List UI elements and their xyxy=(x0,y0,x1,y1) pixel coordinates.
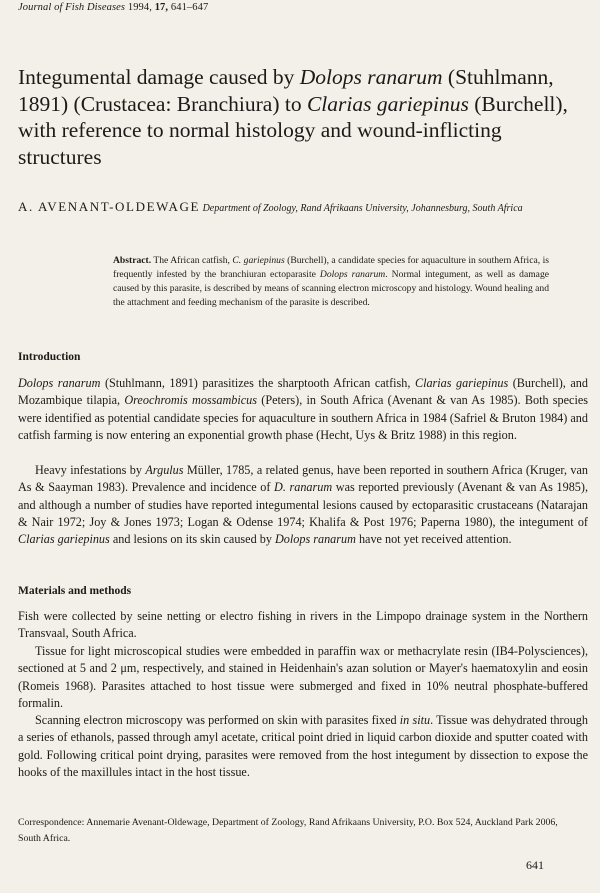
body-text: (Peters), in South Africa (Avenant & van As 1985). Both species were identified as potential candidate species for aquaculture in southern Africa in 1984 (Safriel & Bruton 1984) and catfish farming is now entering an exponential growth phase (Hecht, Uys & Britz 1988) in this region. xyxy=(18,393,589,442)
title-text: (Burchell), with reference to normal histology and wound-inflicting structures xyxy=(18,91,568,169)
methods-paragraph-1: Fish were collected by seine netting or electro fishing in rivers in the Limpopo drainage system in the Northern Transvaal, South Africa. xyxy=(18,609,588,641)
journal-year: 1994, xyxy=(127,2,152,13)
methods-paragraph-2 xyxy=(18,643,588,712)
species-name: D. ranarum xyxy=(274,480,333,495)
species-name: Argulus xyxy=(145,463,184,477)
species-name: Clarias gariepinus xyxy=(18,532,110,547)
author-affiliation: Department of Zoology, Rand Afrikaans University, Johannesburg, South Africa xyxy=(202,203,523,214)
article-title xyxy=(18,64,588,170)
body-text: and lesions on its skin caused by xyxy=(109,532,275,547)
introduction-heading: Introduction xyxy=(18,351,81,363)
title-text: (Stuhlmann, 1891) (Crustacea: Branchiura) to xyxy=(18,65,554,116)
abstract-label: Abstract. xyxy=(113,255,152,266)
abstract-text: . Normal integument, as well as damage caused by this parasite, is described by means of scanning electron microscopy and histology. Wound healing and the attachment and feeding mechanism of the parasite is described. xyxy=(113,268,549,308)
body-text: (Stuhlmann, 1891) parasitizes the sharptooth African catfish, xyxy=(100,376,415,390)
title-species-1: Dolops ranarum xyxy=(299,65,443,89)
title-species-2: Clarias gariepinus xyxy=(306,91,469,116)
author-block xyxy=(18,198,588,217)
introduction-paragraph-2 xyxy=(18,462,588,548)
body-text: Heavy infestations by xyxy=(35,463,146,477)
abstract-species: C. gariepinus xyxy=(232,255,285,266)
abstract-species: Dolops ranarum xyxy=(319,268,386,280)
methods-paragraph-3 xyxy=(18,712,588,781)
journal-name: Journal of Fish Diseases xyxy=(18,2,126,13)
abstract-text: (Burchell), a candidate species for aquaculture in southern Africa, is frequently infested by the branchiuran ectoparasite xyxy=(113,255,549,280)
author-name: A. AVENANT-OLDEWAGE xyxy=(18,199,201,214)
abstract xyxy=(113,254,549,310)
introduction-paragraph-1 xyxy=(18,375,588,444)
page-number: 641 xyxy=(526,858,544,872)
body-text: (Burchell), and Mozambique tilapia, xyxy=(18,376,588,408)
species-name: Oreochromis mossambicus xyxy=(124,393,258,408)
methods-heading: Materials and methods xyxy=(18,585,132,597)
abstract-text: The African catfish, xyxy=(151,255,233,266)
body-text: have not yet received attention. xyxy=(355,532,512,547)
body-text: Tissue for light microscopical studies were embedded in paraffin wax or methacrylate resin (IB4-Polysciences), sectioned at 5 and 2 μm, respectively, and stained in Heidenhain's azan solution or Mayer's haematoxylin and eosin (Romeis 1968). Parasites attached to host tissue were submerged and fixed in 10% neutral phosphate-buffered formalin. xyxy=(18,644,588,710)
species-name: Clarias gariepinus xyxy=(414,376,509,390)
running-head xyxy=(18,2,208,13)
journal-pages: 641–647 xyxy=(170,2,209,13)
title-text: Integumental damage caused by xyxy=(18,65,300,89)
body-text: Müller, 1785, a related genus, have been reported in southern Africa (Kruger, van As & Saayman 1983). Prevalence and incidence of xyxy=(18,463,588,495)
latin-term: in situ xyxy=(399,713,431,727)
journal-volume: 17, xyxy=(154,2,169,13)
body-text: Scanning electron microscopy was performed on skin with parasites fixed xyxy=(35,713,400,727)
body-text: . Tissue was dehydrated through a series of ethanols, passed through amyl acetate, critical point dried in liquid carbon dioxide and sputter coated with gold. Following critical point drying, parasites were removed from the host integument by dissection to expose the hooks of the maxillules intact in the host tissue. xyxy=(18,713,588,779)
correspondence-note: Correspondence: Annemarie Avenant-Oldewage, Department of Zoology, Rand Afrikaans University, P.O. Box 524, Auckland Park 2006, South Africa. xyxy=(18,817,558,844)
species-name: Dolops ranarum xyxy=(18,376,101,390)
body-text: was reported previously (Avenant & van As 1985), and although a number of studies have reported integumental lesions caused by ectoparasitic crustaceans (Natarajan & Nair 1972; Joy & Jones 1973; Logan & Odense 1974; Khalifa & Post 1976; Paperna 1980), the integument of xyxy=(18,480,588,529)
species-name: Dolops ranarum xyxy=(274,532,356,547)
